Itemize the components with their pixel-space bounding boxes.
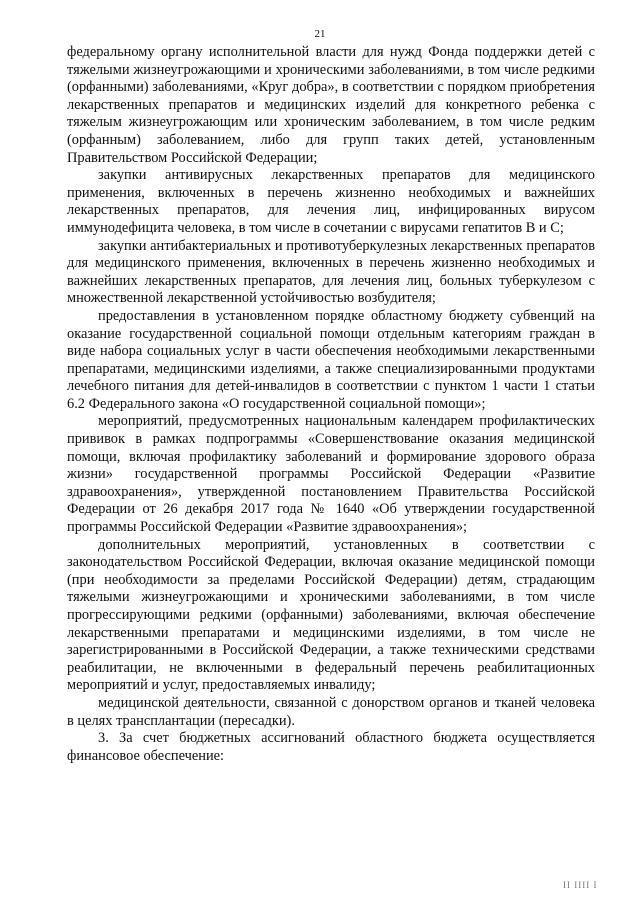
paragraph-subventions: предоставления в установленном порядке областному бюджету субвенций на оказание государственной социальной помощи отдельным категориям граждан в виде набора социальных услуг в части обеспечения необходимыми лекарственными препаратами, медицинскими изделиями, а также специализированными продуктами лечебного питания для детей-инвалидов в соответствии с пунктом 1 части 1 статьи 6.2 Федерального закона «О государственной социальной помощи»; [67,307,595,412]
paragraph-fond-krug-dobra: федеральному органу исполнительной власти для нужд Фонда поддержки детей с тяжелыми жизнеугрожающими и хроническими заболеваниями, в том числе редкими (орфанными) заболеваниями, «Круг добра», в соответствии с порядком приобретения лекарственных препаратов и медицинских изделий для конкретного ребенка с тяжелым жизнеугрожающим или хроническим заболеванием, в том числе редким (орфанным) заболеванием, либо для групп таких детей, установленным Правительством Российской Федерации; [67,44,595,166]
scan-marks: II IIII I [563,880,598,890]
document-body [67,44,595,765]
page-number: 21 [314,28,326,40]
paragraph-additional-measures: дополнительных мероприятий, установленных в соответствии с законодательством Российской Федерации, включая оказание медицинской помощи (при необходимости за пределами Российской Федерации) детям, страдающим тяжелыми жизнеугрожающими и хроническими заболеваниями, в том числе прогрессирующими редкими (орфанными) заболеваниями, включая обеспечение лекарственными препаратами и медицинскими изделиями, в том числе не зарегистрированными в Российской Федерации, а также техническими средствами реабилитации, не включенными в федеральный перечень реабилитационных мероприятий и услуг, предоставляемых инвалиду; [67,536,595,694]
paragraph-vaccination-calendar: мероприятий, предусмотренных национальным календарем профилактических прививок в рамках подпрограммы «Совершенствование оказания медицинской помощи, включая профилактику заболеваний и формирование здорового образа жизни» государственной программы Российской Федерации «Развитие здравоохранения», утвержденной постановлением Правительства Российской Федерации от 26 декабря 2017 года № 1640 «Об утверждении государственной программы Российской Федерации «Развитие здравоохранения»; [67,413,595,536]
paragraph-section-3: 3. За счет бюджетных ассигнований областного бюджета осуществляется финансовое обеспечение: [67,730,595,764]
paragraph-antibacterial-procurement: закупки антибактериальных и противотуберкулезных лекарственных препаратов для медицинского применения, включенных в перечень жизненно необходимых и важнейших лекарственных препаратов, для лечения лиц, больных туберкулезом с множественной лекарственной устойчивостью возбудителя; [67,237,595,307]
paragraph-transplantation: медицинской деятельности, связанной с донорством органов и тканей человека в целях трансплантации (пересадки). [67,694,595,729]
paragraph-antiviral-procurement: закупки антивирусных лекарственных препаратов для медицинского применения, включенных в перечень жизненно необходимых и важнейших лекарственных препаратов, для лечения лиц, инфицированных вирусом иммунодефицита человека, в том числе в сочетании с вирусами гепатитов В и С; [67,167,595,236]
